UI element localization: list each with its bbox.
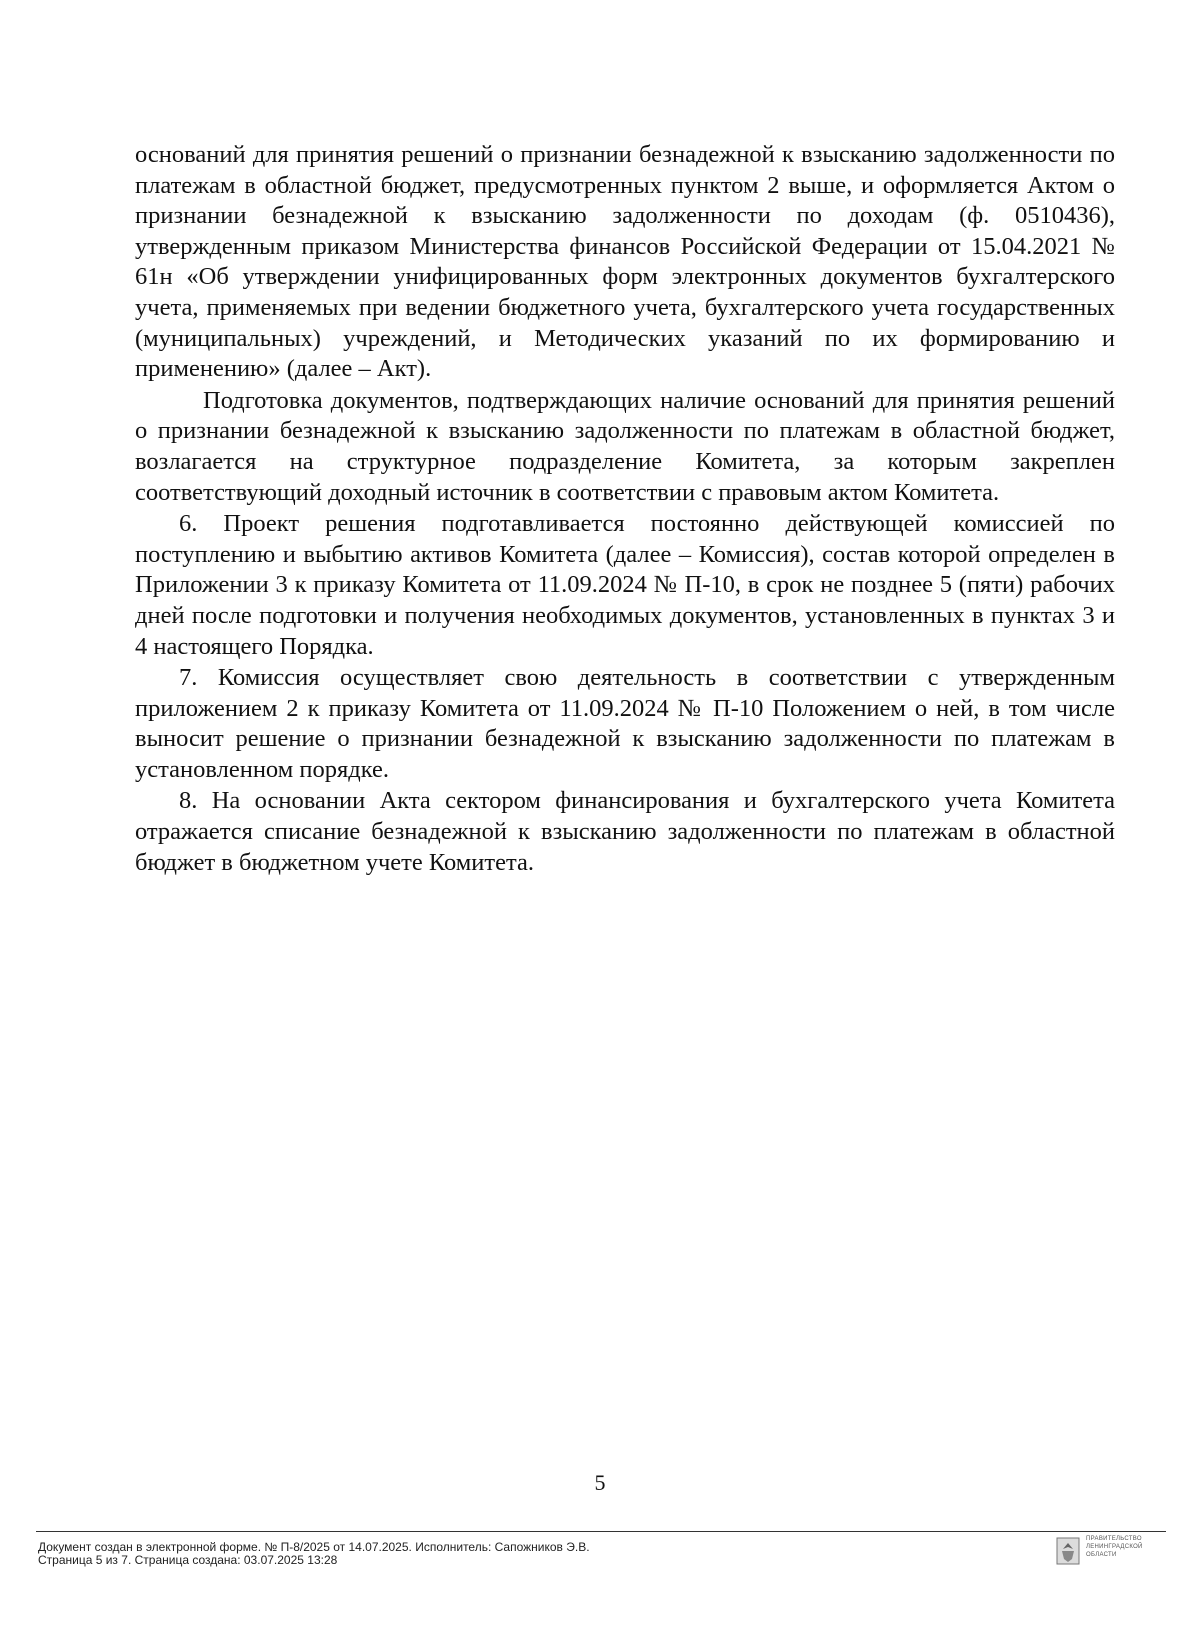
logo-caption-line: ОБЛАСТИ (1086, 1552, 1117, 1558)
paragraph-item-7: 7. Комиссия осуществляет свою деятельность в соответствии с утвержденным приложением 2 к приказу Комитета от 11.09.2024 № П-10 Положением о ней, в том числе выносит решение о признании безнадежной к взысканию задолженности по платежам в установленном порядке. (135, 664, 1115, 783)
logo-caption-line: ЛЕНИНГРАДСКОЙ (1086, 1544, 1143, 1550)
paragraph-preparation: Подготовка документов, подтверждающих наличие оснований для принятия решений о признании безнадежной к взысканию задолженности по платежам в областной бюджет, возлагается на структурное подразделение Комитета, за которым закреплен соответствующий доходный источник в соответствии с правовым актом Комитета. (135, 386, 1115, 506)
footer-divider (36, 1531, 1166, 1532)
government-logo (1056, 1535, 1176, 1579)
government-emblem-icon (1056, 1537, 1080, 1567)
paragraph-continuation: оснований для принятия решений о признании безнадежной к взысканию задолженности по платежам в областной бюджет, предусмотренных пунктом 2 выше, и оформляется Актом о признании безнадежной к взысканию задолженности по доходам (ф. 0510436), утвержденным приказом Министерства финансов Российской Федерации от 15.04.2021 № 61н «Об утверждении унифицированных форм электронных документов бухгалтерского учета, применяемых при ведении бюджетного учета, бухгалтерского учета государственных (муниципальных) учреждений, и Методических указаний по их формированию и применению» (далее – Акт). (135, 141, 1115, 383)
paragraph-item-8: 8. На основании Акта сектором финансирования и бухгалтерского учета Комитета отражается списание безнадежной к взысканию задолженности по платежам в областной бюджет в бюджетном учете Комитета. (135, 787, 1115, 876)
document-body (135, 140, 1115, 879)
footer-document-info: Документ создан в электронной форме. № П-8/2025 от 14.07.2025. Исполнитель: Сапожников Э.В. (38, 1540, 590, 1554)
logo-caption (1086, 1535, 1143, 1559)
logo-caption-line: ПРАВИТЕЛЬСТВО (1086, 1536, 1142, 1542)
footer-metadata (38, 1541, 590, 1567)
page-number: 5 (594, 1470, 606, 1495)
footer-page-info: Страница 5 из 7. Страница создана: 03.07.2025 13:28 (38, 1553, 338, 1567)
paragraph-item-6: 6. Проект решения подготавливается постоянно действующей комиссией по поступлению и выбытию активов Комитета (далее – Комиссия), состав которой определен в Приложении 3 к приказу Комитета от 11.09.2024 № П-10, в срок не позднее 5 (пяти) рабочих дней после подготовки и получения необходимых документов, установленных в пунктах 3 и 4 настоящего Порядка. (135, 510, 1115, 660)
